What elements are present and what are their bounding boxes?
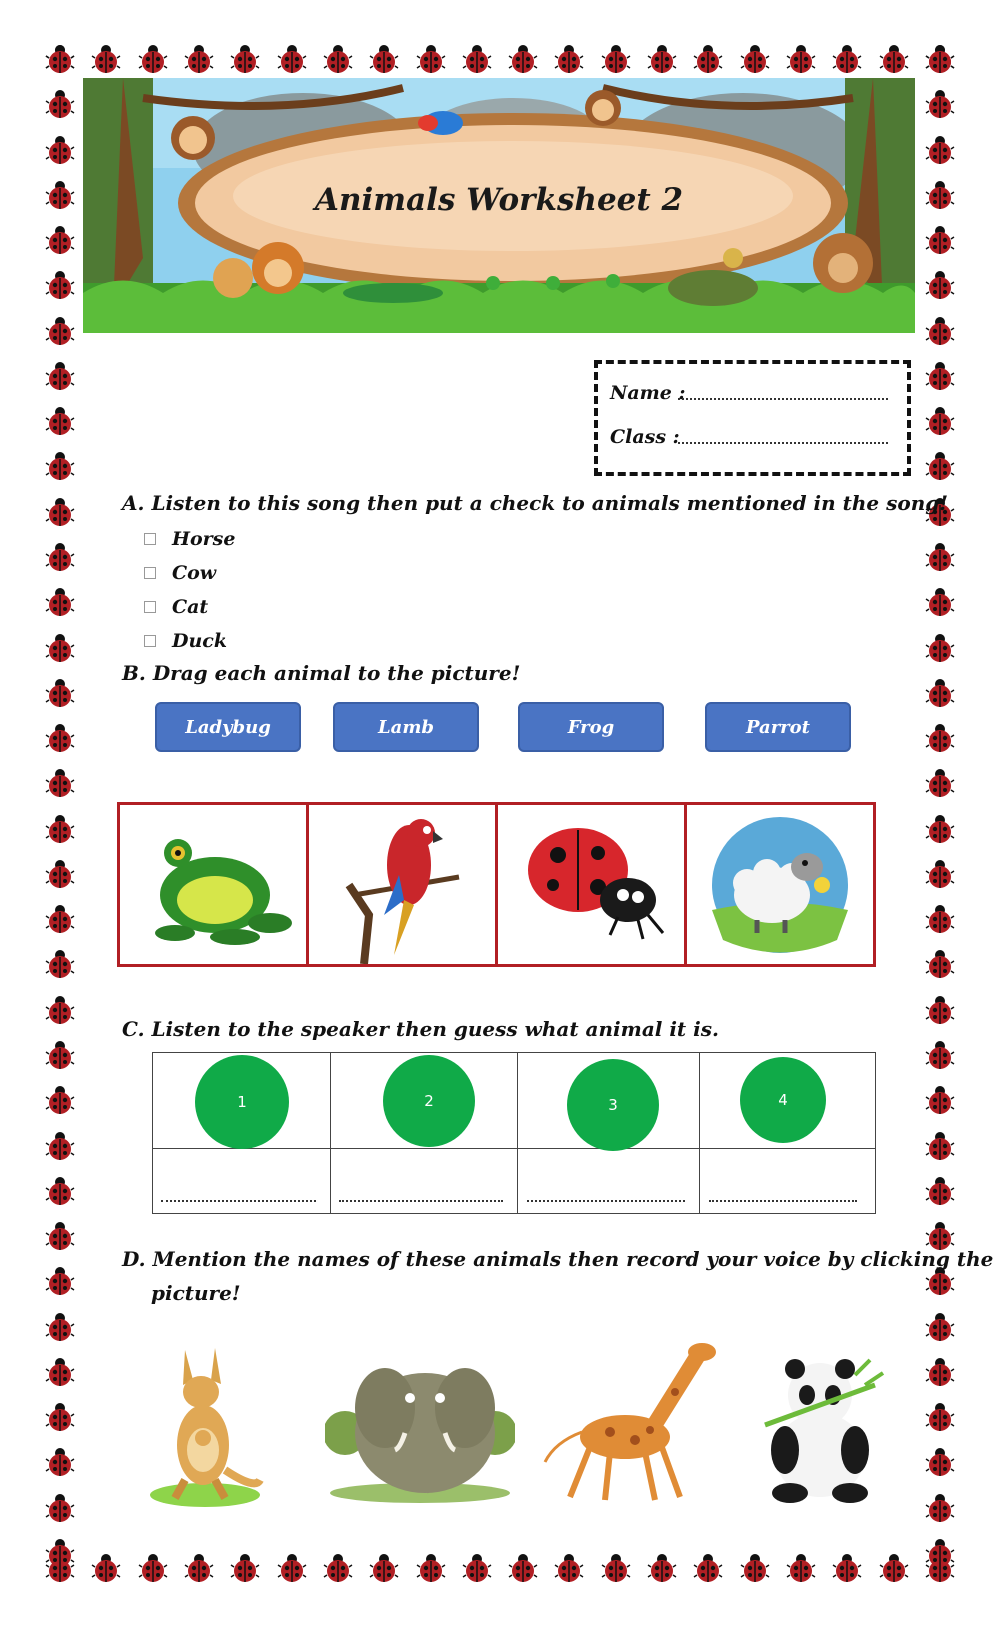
table-divider: [153, 1148, 875, 1149]
checkbox[interactable]: [144, 601, 156, 613]
ladybug-border-icon: [925, 859, 955, 889]
ladybug-border-icon: [925, 270, 955, 300]
ladybug-border-icon: [45, 1312, 75, 1342]
ladybug-border-icon: [45, 678, 75, 708]
check-option-duck[interactable]: [144, 628, 227, 654]
ladybug-border-icon: [45, 1221, 75, 1251]
ladybug-border-icon: [91, 1553, 121, 1583]
checkbox[interactable]: [144, 567, 156, 579]
ladybug-border-icon: [323, 1553, 353, 1583]
drag-label-ladybug[interactable]: Ladybug: [155, 702, 301, 752]
class-field[interactable]: [678, 426, 888, 444]
ladybug-border-icon: [693, 1553, 723, 1583]
check-option-label: Duck: [172, 630, 228, 652]
ladybug-border-icon: [369, 44, 399, 74]
ladybug-border-icon: [925, 678, 955, 708]
ladybug-border-icon: [925, 451, 955, 481]
ladybug-border-icon: [462, 1553, 492, 1583]
ladybug-border-icon: [323, 44, 353, 74]
speaker-table: [152, 1052, 876, 1214]
ladybug-border-icon: [45, 859, 75, 889]
speaker-button-3[interactable]: 3: [567, 1059, 659, 1151]
ladybug-border-icon: [925, 995, 955, 1025]
ladybug-border-icon: [925, 1357, 955, 1387]
ladybug-border-icon: [277, 1553, 307, 1583]
ladybug-border-icon: [45, 497, 75, 527]
ladybug-border-icon: [138, 44, 168, 74]
ladybug-border-icon: [45, 361, 75, 391]
section-a-heading: A. Listen to this song then put a check to animals mentioned in the song!: [122, 491, 949, 515]
lamb-image: [687, 805, 873, 964]
table-divider: [517, 1053, 518, 1213]
ladybug-border-icon: [925, 587, 955, 617]
worksheet-title: Animals Worksheet 2: [314, 182, 684, 218]
answer-field-4[interactable]: [709, 1196, 857, 1202]
ladybug-border-icon: [45, 949, 75, 979]
ladybug-border-icon: [832, 44, 862, 74]
check-option-horse[interactable]: [144, 526, 235, 552]
name-class-box: [594, 360, 911, 476]
ladybug-border-icon: [45, 542, 75, 572]
table-divider: [330, 1053, 331, 1213]
ladybug-border-icon: [45, 768, 75, 798]
ladybug-border-icon: [647, 44, 677, 74]
panda-image[interactable]: [755, 1355, 885, 1505]
ladybug-border-icon: [693, 44, 723, 74]
ladybug-border-icon: [601, 44, 631, 74]
ladybug-border-icon: [45, 180, 75, 210]
ladybug-border-icon: [925, 1176, 955, 1206]
table-divider: [699, 1053, 700, 1213]
check-option-label: Horse: [172, 528, 236, 550]
ladybug-border-icon: [230, 44, 260, 74]
ladybug-border-icon: [925, 949, 955, 979]
ladybug-border-icon: [45, 633, 75, 663]
ladybug-border-icon: [832, 1553, 862, 1583]
answer-field-3[interactable]: [527, 1196, 685, 1202]
title-banner: [83, 78, 915, 333]
ladybug-border-icon: [925, 814, 955, 844]
drag-label-frog[interactable]: Frog: [518, 702, 664, 752]
name-label: Name :: [610, 382, 686, 404]
ladybug-border-icon: [45, 1085, 75, 1115]
speaker-button-2[interactable]: 2: [383, 1055, 475, 1147]
ladybug-border-icon: [508, 1553, 538, 1583]
ladybug-border-icon: [554, 1553, 584, 1583]
ladybug-border-icon: [45, 814, 75, 844]
checkbox[interactable]: [144, 533, 156, 545]
ladybug-border-icon: [925, 1312, 955, 1342]
drop-target-parrot[interactable]: [309, 805, 498, 964]
ladybug-border-icon: [45, 723, 75, 753]
ladybug-border-icon: [45, 451, 75, 481]
ladybug-image: [498, 805, 684, 964]
ladybug-border-icon: [45, 270, 75, 300]
giraffe-image[interactable]: [540, 1332, 720, 1507]
ladybug-border-icon: [45, 225, 75, 255]
section-d-heading-continued: picture!: [151, 1281, 241, 1305]
parrot-image: [309, 805, 495, 964]
checkbox[interactable]: [144, 635, 156, 647]
answer-field-1[interactable]: [161, 1196, 316, 1202]
check-option-label: Cow: [172, 562, 217, 584]
ladybug-border-icon: [45, 1176, 75, 1206]
ladybug-border-icon: [925, 542, 955, 572]
ladybug-border-icon: [138, 1553, 168, 1583]
ladybug-border-icon: [925, 1493, 955, 1523]
section-c-heading: C. Listen to the speaker then guess what animal it is.: [122, 1017, 719, 1041]
speaker-button-1[interactable]: 1: [195, 1055, 289, 1149]
answer-field-2[interactable]: [339, 1196, 503, 1202]
ladybug-border-icon: [45, 44, 75, 74]
ladybug-border-icon: [786, 1553, 816, 1583]
ladybug-border-icon: [45, 587, 75, 617]
ladybug-border-icon: [554, 44, 584, 74]
ladybug-border-icon: [925, 180, 955, 210]
kangaroo-image[interactable]: [145, 1340, 265, 1510]
ladybug-border-icon: [925, 1402, 955, 1432]
ladybug-border-icon: [230, 1553, 260, 1583]
ladybug-border-icon: [45, 1402, 75, 1432]
ladybug-border-icon: [369, 1553, 399, 1583]
ladybug-border-icon: [416, 44, 446, 74]
ladybug-border-icon: [508, 44, 538, 74]
ladybug-border-icon: [45, 995, 75, 1025]
check-option-cow[interactable]: [144, 560, 216, 586]
check-option-label: Cat: [172, 596, 209, 618]
ladybug-border-icon: [45, 316, 75, 346]
ladybug-border-icon: [601, 1553, 631, 1583]
ladybug-border-icon: [277, 44, 307, 74]
check-option-cat[interactable]: [144, 594, 208, 620]
ladybug-border-icon: [925, 135, 955, 165]
ladybug-border-icon: [879, 1553, 909, 1583]
ladybug-border-icon: [416, 1553, 446, 1583]
ladybug-border-icon: [925, 723, 955, 753]
ladybug-border-icon: [184, 1553, 214, 1583]
class-label: Class :: [610, 426, 680, 448]
ladybug-border-icon: [786, 44, 816, 74]
drag-label-lamb[interactable]: Lamb: [333, 702, 479, 752]
ladybug-border-icon: [925, 225, 955, 255]
drag-label-parrot[interactable]: Parrot: [705, 702, 851, 752]
ladybug-border-icon: [879, 44, 909, 74]
elephant-image[interactable]: [325, 1338, 515, 1508]
section-b-heading: B. Drag each animal to the picture!: [122, 661, 521, 685]
ladybug-border-icon: [45, 1040, 75, 1070]
frog-image: [120, 805, 306, 964]
ladybug-border-icon: [740, 44, 770, 74]
ladybug-border-icon: [925, 1040, 955, 1070]
ladybug-border-icon: [925, 1447, 955, 1477]
ladybug-border-icon: [45, 1538, 75, 1568]
ladybug-border-icon: [740, 1553, 770, 1583]
ladybug-border-icon: [45, 1493, 75, 1523]
ladybug-border-icon: [91, 44, 121, 74]
drop-target-frog[interactable]: [120, 805, 309, 964]
ladybug-border-icon: [925, 633, 955, 663]
name-field[interactable]: [678, 382, 888, 400]
ladybug-border-icon: [925, 316, 955, 346]
ladybug-border-icon: [925, 361, 955, 391]
ladybug-border-icon: [184, 44, 214, 74]
ladybug-border-icon: [925, 1131, 955, 1161]
ladybug-border-icon: [45, 1447, 75, 1477]
ladybug-border-icon: [925, 1538, 955, 1568]
ladybug-border-icon: [45, 1266, 75, 1296]
ladybug-border-icon: [45, 406, 75, 436]
ladybug-border-icon: [45, 1131, 75, 1161]
ladybug-border-icon: [925, 44, 955, 74]
ladybug-border-icon: [925, 904, 955, 934]
ladybug-border-icon: [647, 1553, 677, 1583]
ladybug-border-icon: [925, 1085, 955, 1115]
speaker-button-4[interactable]: 4: [740, 1057, 826, 1143]
drop-picture-grid: [117, 802, 876, 967]
ladybug-border-icon: [45, 89, 75, 119]
section-d-heading: D. Mention the names of these animals then record your voice by clicking the: [122, 1247, 994, 1271]
ladybug-border-icon: [925, 406, 955, 436]
ladybug-border-icon: [45, 904, 75, 934]
ladybug-border-icon: [45, 1357, 75, 1387]
ladybug-border-icon: [925, 768, 955, 798]
drop-target-lamb[interactable]: [687, 805, 873, 964]
ladybug-border-icon: [45, 135, 75, 165]
ladybug-border-icon: [925, 89, 955, 119]
drop-target-ladybug[interactable]: [498, 805, 687, 964]
ladybug-border-icon: [462, 44, 492, 74]
